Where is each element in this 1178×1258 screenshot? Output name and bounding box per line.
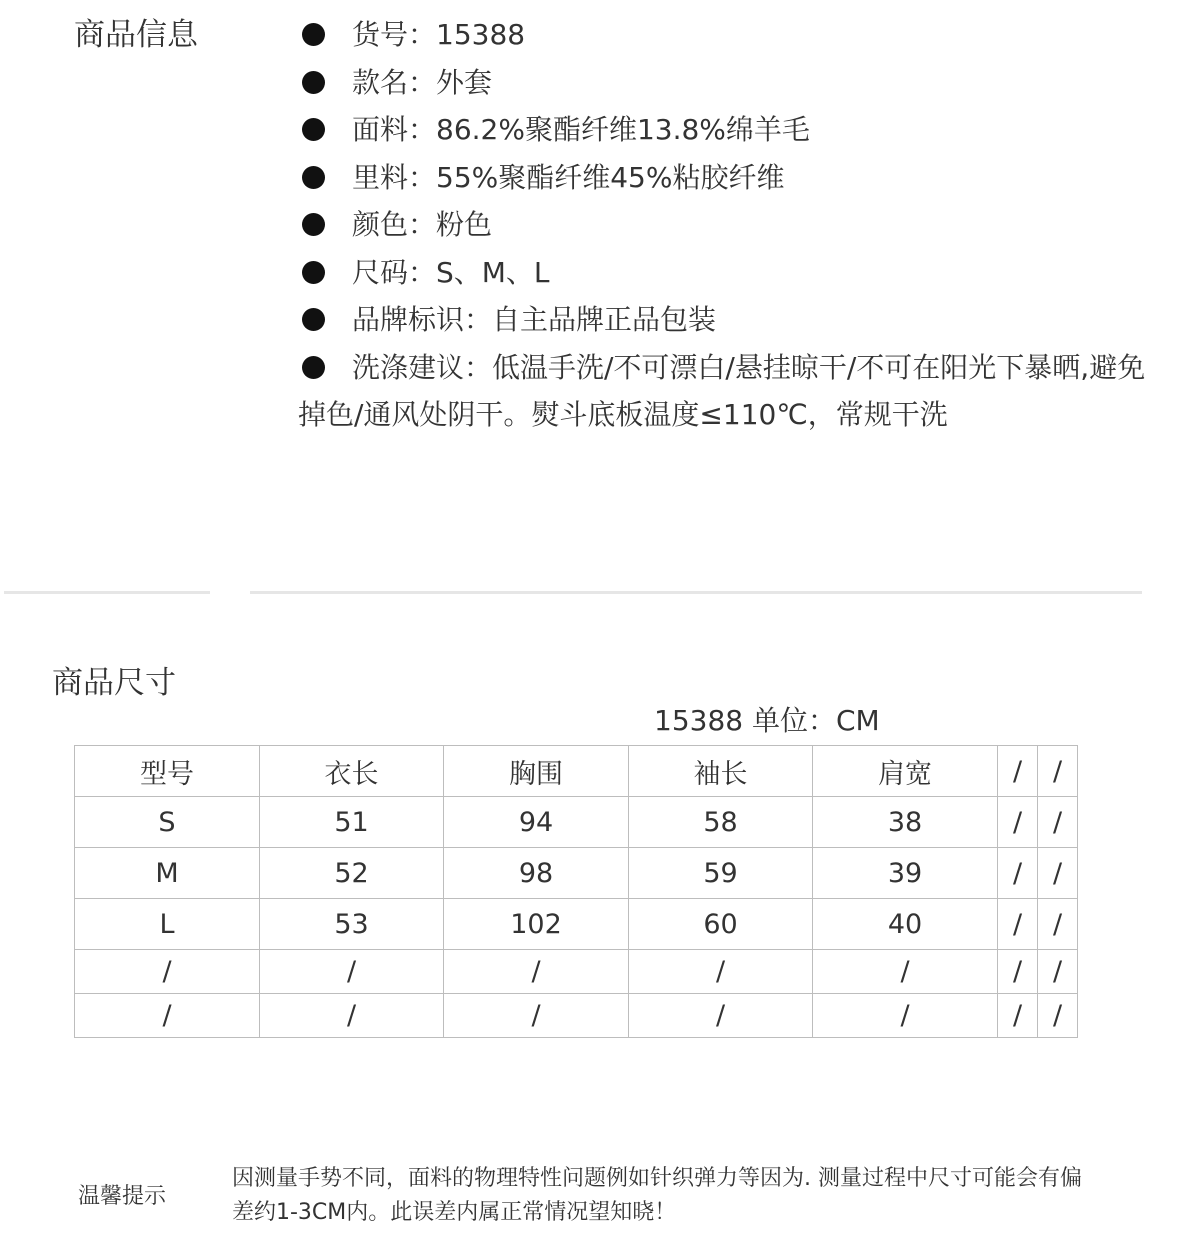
bullet-icon [302,356,325,379]
info-item-text: 颜色：粉色 [352,208,493,241]
table-cell: 53 [260,899,444,950]
table-cell: / [813,950,998,994]
table-cell: / [998,797,1038,848]
bullet-icon [302,308,325,331]
table-cell: 102 [444,899,629,950]
section-divider-left [4,591,210,594]
info-item-color [298,201,1158,249]
table-cell: / [1038,848,1078,899]
table-cell: 58 [629,797,813,848]
info-item-sizes [298,249,1158,297]
table-cell: / [1038,994,1078,1038]
info-item-text: 尺码：S、M、L [352,255,550,289]
table-cell: / [813,994,998,1038]
info-item-sku [298,11,1158,59]
table-cell: 38 [813,797,998,848]
table-row [75,797,1078,848]
table-cell: 51 [260,797,444,848]
table-cell: / [998,994,1038,1038]
table-cell: 98 [444,848,629,899]
table-header-cell: 肩宽 [813,746,998,797]
product-info-list [298,11,1158,438]
bullet-icon [302,118,325,141]
table-header-cell: 袖长 [629,746,813,797]
table-row [75,899,1078,950]
info-item-washing [298,344,1158,438]
table-cell: / [444,994,629,1038]
bullet-icon [302,166,325,189]
table-cell: 60 [629,899,813,950]
table-header-cell: 型号 [75,746,260,797]
table-cell: 59 [629,848,813,899]
bullet-icon [302,261,325,284]
table-row [75,950,1078,994]
product-info-title: 商品信息 [74,17,198,53]
table-header-row [75,746,1078,797]
info-item-text: 里料：55%聚酯纤维45%粘胶纤维 [352,160,785,194]
bullet-icon [302,213,325,236]
table-header-cell: / [1038,746,1078,797]
table-cell: / [444,950,629,994]
table-row [75,848,1078,899]
tip-label: 温馨提示 [78,1184,167,1209]
table-header-cell: 衣长 [260,746,444,797]
table-cell: / [998,848,1038,899]
table-cell: L [75,899,260,950]
bullet-icon [302,71,325,94]
size-table [74,745,1078,1038]
section-divider-right [250,591,1142,594]
table-cell: / [629,994,813,1038]
table-cell: / [998,899,1038,950]
info-item-lining [298,154,1158,202]
table-cell: 52 [260,848,444,899]
bullet-icon [302,23,325,46]
table-cell: / [1038,899,1078,950]
info-item-text: 品牌标识：自主品牌正品包装 [352,303,717,336]
table-cell: S [75,797,260,848]
table-cell: / [1038,950,1078,994]
table-cell: M [75,848,260,899]
info-item-text: 洗涤建议：低温手洗/不可漂白/悬挂晾干/不可在阳光下暴晒,避免掉色/通风处阴干。熨斗底板温度≤110℃，常规干洗 [298,350,1146,431]
table-header-cell: 胸围 [444,746,629,797]
info-item-text: 货号：15388 [352,18,526,51]
table-cell: / [1038,797,1078,848]
info-item-brand [298,296,1158,344]
table-row [75,994,1078,1038]
table-cell: / [260,950,444,994]
tip-text: 因测量手势不同，面料的物理特性问题例如针织弹力等因为. 测量过程中尺寸可能会有偏差约1-3CM内。此误差内属正常情况望知晓！ [232,1166,1082,1225]
table-cell: / [629,950,813,994]
table-cell: 40 [813,899,998,950]
table-header-cell: / [998,746,1038,797]
info-item-fabric [298,106,1158,154]
size-unit-label: 15388 单位：CM [654,704,880,737]
table-cell: 94 [444,797,629,848]
size-section-title: 商品尺寸 [52,665,176,701]
table-cell: / [998,950,1038,994]
table-cell: / [75,950,260,994]
table-cell: / [260,994,444,1038]
table-cell: / [75,994,260,1038]
info-item-style [298,59,1158,107]
table-cell: 39 [813,848,998,899]
info-item-text: 款名：外套 [352,65,493,99]
info-item-text: 面料：86.2%聚酯纤维13.8%绵羊毛 [352,113,810,146]
